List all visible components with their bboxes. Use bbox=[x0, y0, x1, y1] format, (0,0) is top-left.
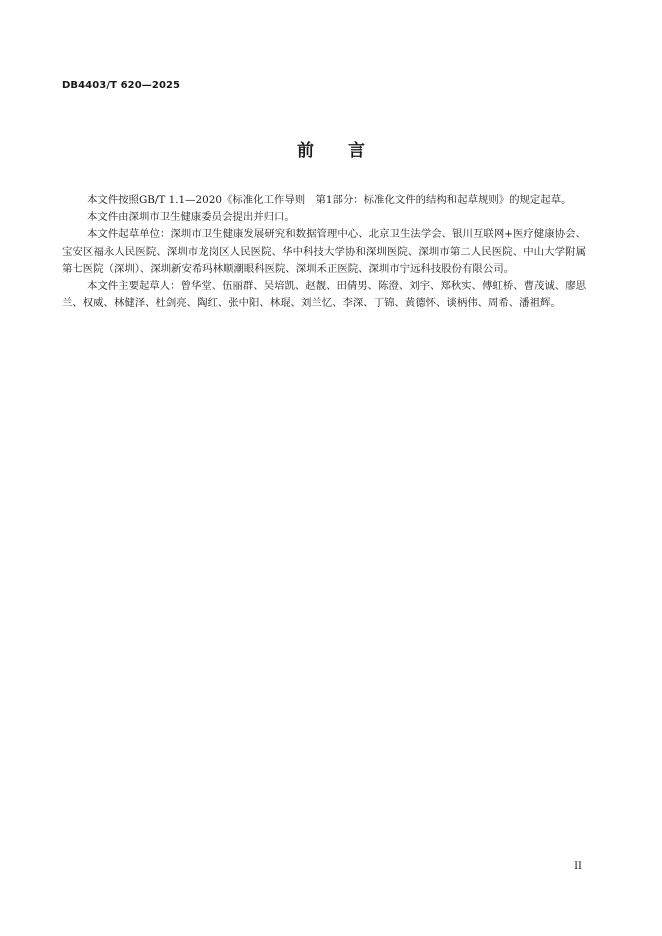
paragraph-proposer: 本文件由深圳市卫生健康委员会提出并归口。 bbox=[87, 211, 295, 224]
paragraph-drafting-basis: 本文件按照GB/T 1.1—2020《标准化工作导则 第1部分：标准化文件的结构和起草规则》的规定起草。 bbox=[87, 194, 572, 206]
title-char-2: 言 bbox=[348, 141, 365, 161]
paragraph-drafters: 本文件主要起草人：曾华堂、伍丽群、吴培凯、赵靓、田倩男、陈澄、刘宇、郑秋实、傅虹桥、曹茂诚、廖思兰、权威、林健泽、杜剑亮、陶红、张中阳、林琨、刘兰忆、李深、丁锦、黄德怀、谈柄伟、周希、潘祖辉。 bbox=[62, 280, 586, 310]
paragraph-drafting-units: 本文件起草单位：深圳市卫生健康发展研究和数据管理中心、北京卫生法学会、银川互联网+医疗健康协会、宝安区福永人民医院、深圳市龙岗区人民医院、华中科技大学协和深圳医院、深圳市第二人民医院、中山大学附属第七医院（深圳）、深圳新安希玛林顺潮眼科医院、深圳禾正医院、深圳市宁远科技股份有限公司。 bbox=[62, 228, 586, 275]
foreword-body bbox=[62, 192, 586, 312]
page-number: II bbox=[574, 861, 582, 872]
document-code: DB4403/T 620—2025 bbox=[62, 80, 181, 91]
title-char-1: 前 bbox=[297, 141, 314, 161]
page-title bbox=[0, 136, 662, 161]
